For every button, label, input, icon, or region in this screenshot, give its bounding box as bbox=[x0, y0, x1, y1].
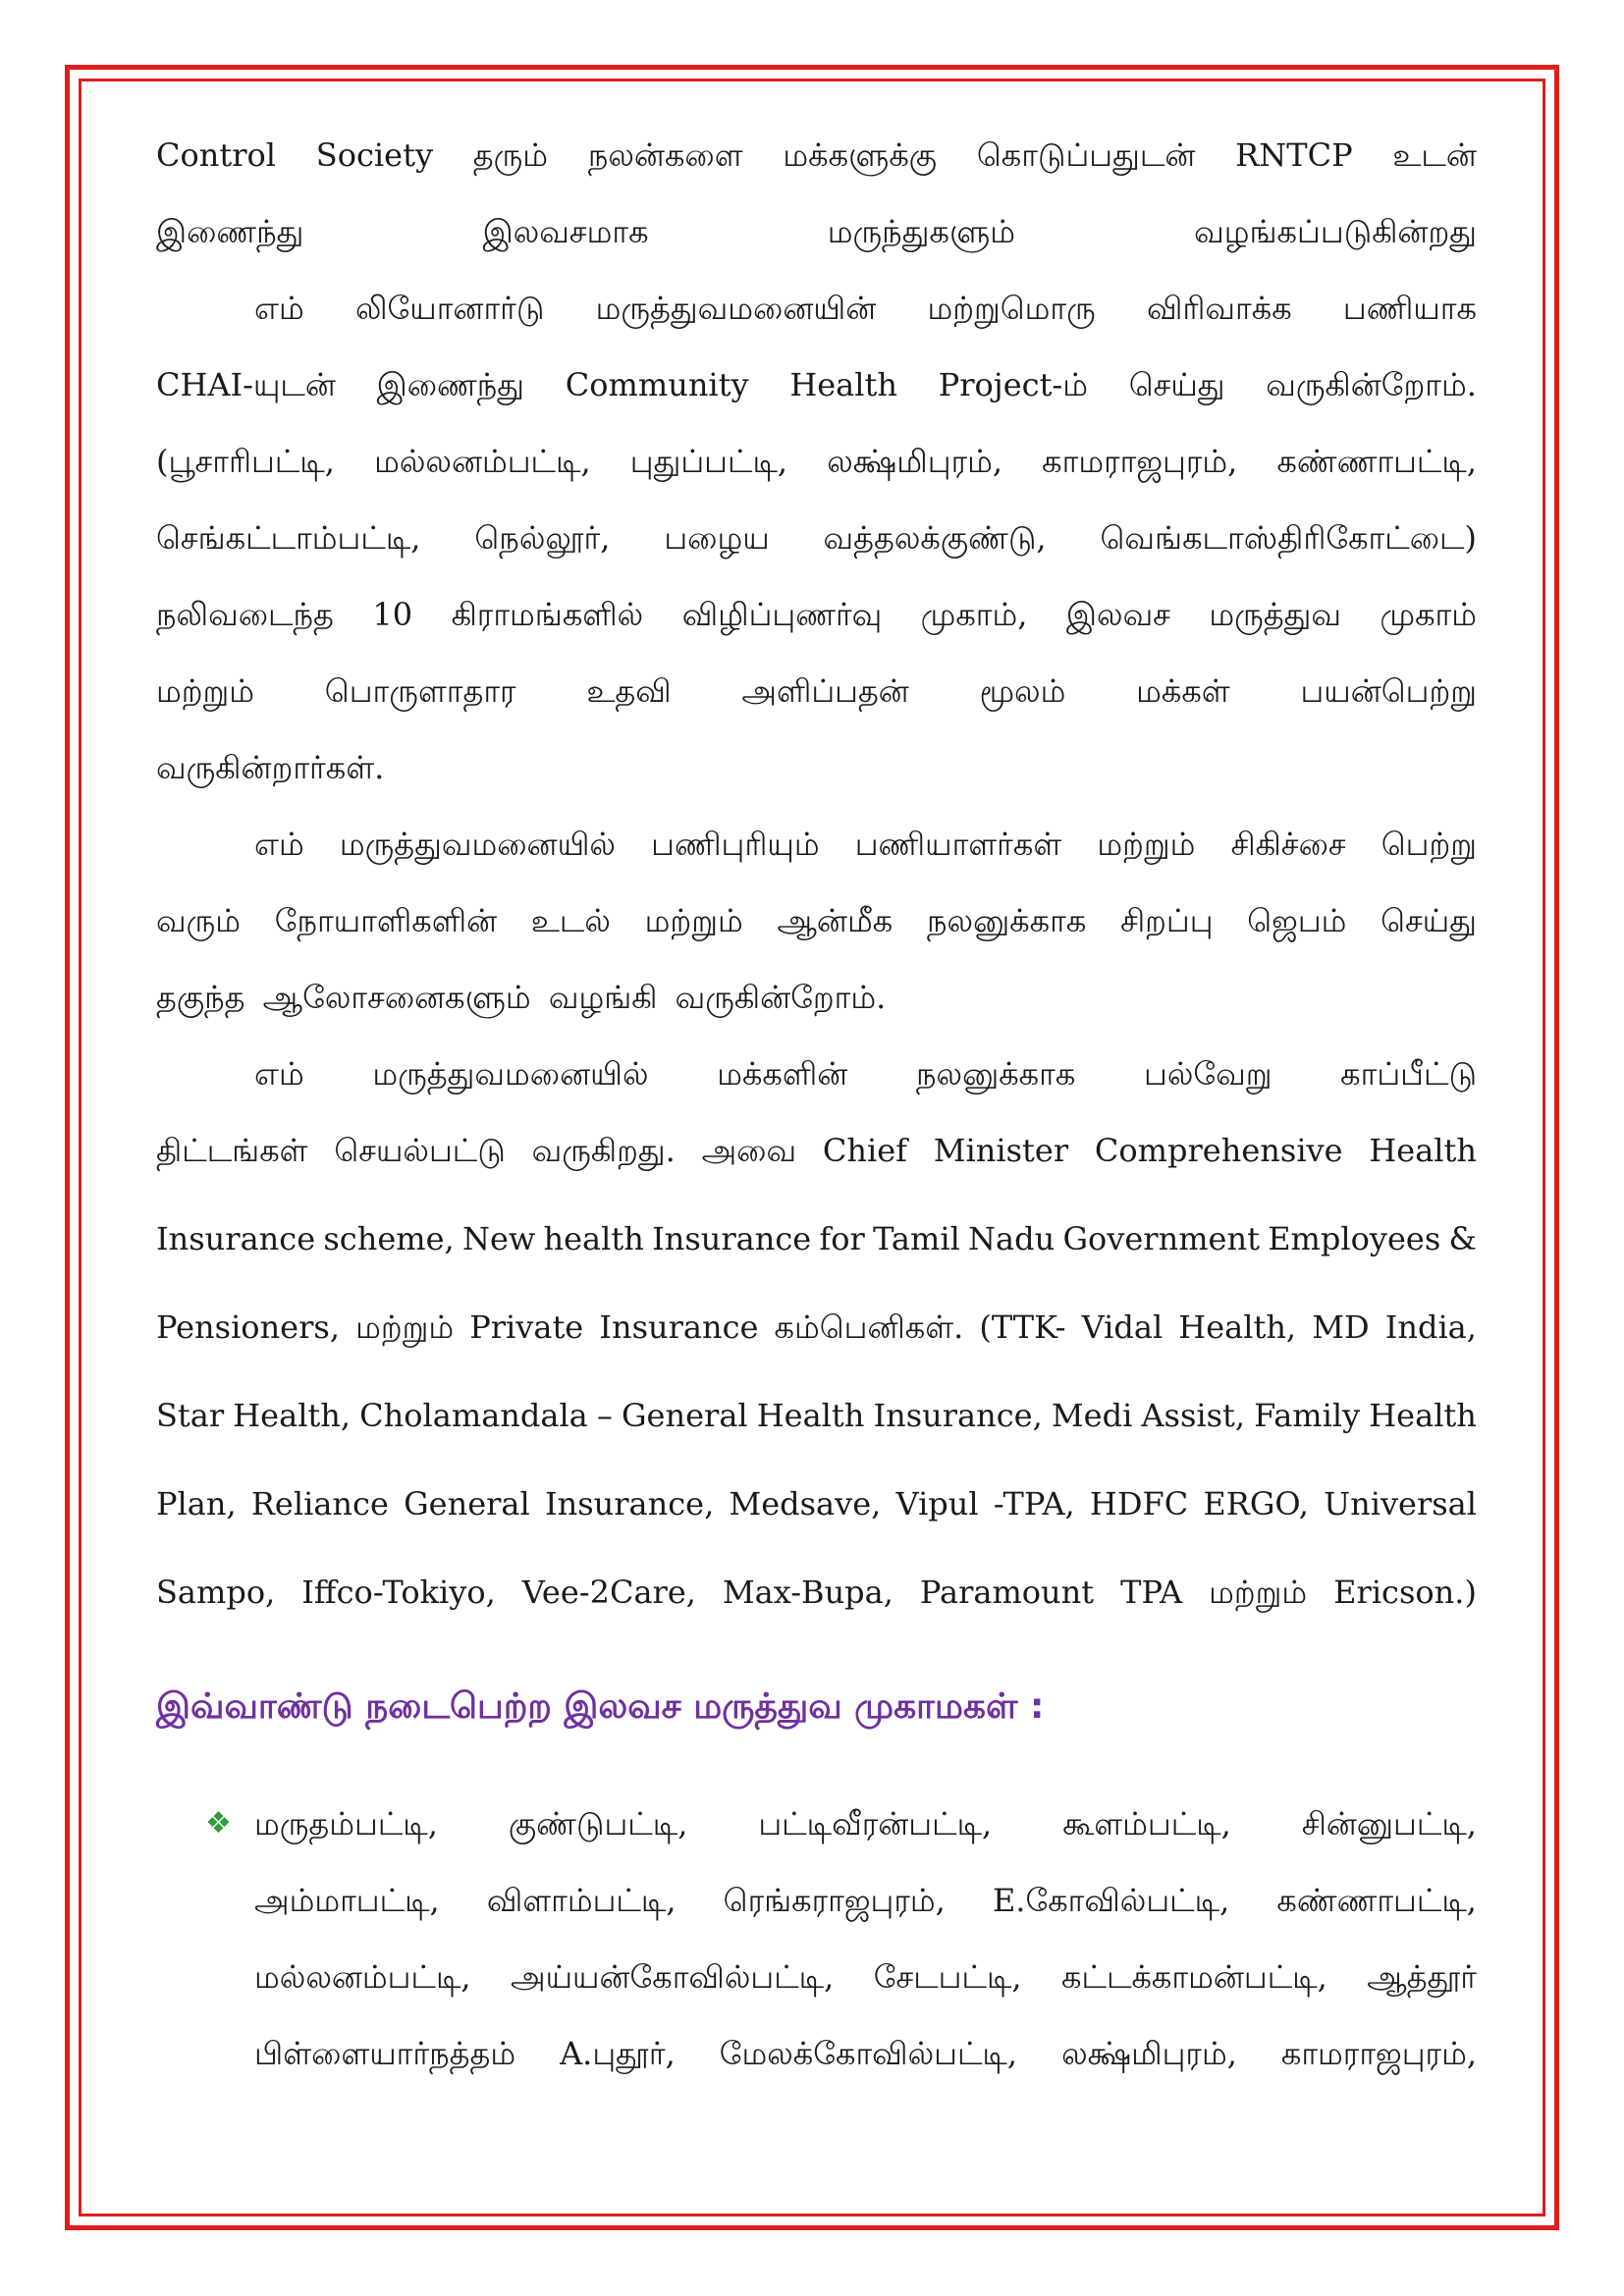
section-heading: இவ்வாண்டு நடைபெற்ற இலவச மருத்துவ முகாமகள் : bbox=[156, 1686, 1045, 1727]
body-line: Star Health, Cholamandala – General Health Insurance, Medi Assist, Family Health bbox=[156, 1397, 1477, 1434]
body-line: Plan, Reliance General Insurance, Medsave, Vipul -TPA, HDFC ERGO, Universal bbox=[156, 1485, 1477, 1522]
body-line: வரும் நோயாளிகளின் உடல் மற்றும் ஆன்மீக நலனுக்காக சிறப்பு ஜெபம் செய்து bbox=[156, 902, 1477, 939]
bullet-diamond-icon: ❖ bbox=[205, 1806, 232, 1841]
list-line: அம்மாபட்டி, விளாம்பட்டி, ரெங்கராஜபுரம், E.கோவில்பட்டி, கண்ணாபட்டி, bbox=[254, 1882, 1477, 1919]
list-line: மல்லனம்பட்டி, அய்யன்கோவில்பட்டி, சேடபட்டி, கட்டக்காமன்பட்டி, ஆத்தூர் bbox=[254, 1958, 1477, 1996]
body-line: CHAI-யுடன் இணைந்து Community Health Project-ம் செய்து வருகின்றோம். bbox=[156, 366, 1477, 403]
body-line: தகுந்த ஆலோசனைகளும் வழங்கி வருகின்றோம். bbox=[156, 979, 887, 1016]
body-line: வருகின்றார்கள். bbox=[156, 749, 385, 786]
body-line: Pensioners, மற்றும் Private Insurance கம்பெனிகள். (TTK- Vidal Health, MD India, bbox=[156, 1308, 1477, 1346]
body-line: எம் லியோனார்டு மருத்துவமனையின் மற்றுமொரு விரிவாக்க பணியாக bbox=[254, 290, 1477, 327]
body-line: திட்டங்கள் செயல்பட்டு வருகிறது. அவை Chief Minister Comprehensive Health bbox=[156, 1132, 1477, 1169]
body-line: மற்றும் பொருளாதார உதவி அளிப்பதன் மூலம் மக்கள் பயன்பெற்று bbox=[156, 672, 1477, 710]
list-line: பிள்ளையார்நத்தம் A.புதூர், மேலக்கோவில்பட்டி, லக்ஷ்மிபுரம், காமராஜபுரம், bbox=[254, 2035, 1477, 2072]
body-line: (பூசாரிபட்டி, மல்லனம்பட்டி, புதுப்பட்டி, லக்ஷ்மிபுரம், காமராஜபுரம், கண்ணாபட்டி, bbox=[156, 443, 1477, 480]
body-line: Sampo, Iffco-Tokiyo, Vee-2Care, Max-Bupa, Paramount TPA மற்றும் Ericson.) bbox=[156, 1574, 1477, 1611]
body-line: இணைந்து இலவசமாக மருந்துகளும் வழங்கப்படுகின்றது bbox=[156, 213, 1477, 250]
body-line: நலிவடைந்த 10 கிராமங்களில் விழிப்புணர்வு முகாம், இலவச மருத்துவ முகாம் bbox=[156, 596, 1477, 633]
body-line: Insurance scheme, New health Insurance for Tamil Nadu Government Employees & bbox=[156, 1220, 1477, 1257]
body-line: எம் மருத்துவமனையில் மக்களின் நலனுக்காக பல்வேறு காப்பீட்டு bbox=[254, 1055, 1477, 1093]
body-line: Control Society தரும் நலன்களை மக்களுக்கு கொடுப்பதுடன் RNTCP உடன் bbox=[156, 136, 1477, 174]
body-line: எம் மருத்துவமனையில் பணிபுரியும் பணியாளர்கள் மற்றும் சிகிச்சை பெற்று bbox=[254, 826, 1477, 863]
body-line: செங்கட்டாம்பட்டி, நெல்லூர், பழைய வத்தலக்குண்டு, வெங்கடாஸ்திரிகோட்டை) bbox=[156, 519, 1477, 557]
list-line: மருதம்பட்டி, குண்டுபட்டி, பட்டிவீரன்பட்டி, கூளம்பட்டி, சின்னுபட்டி, bbox=[254, 1805, 1477, 1842]
